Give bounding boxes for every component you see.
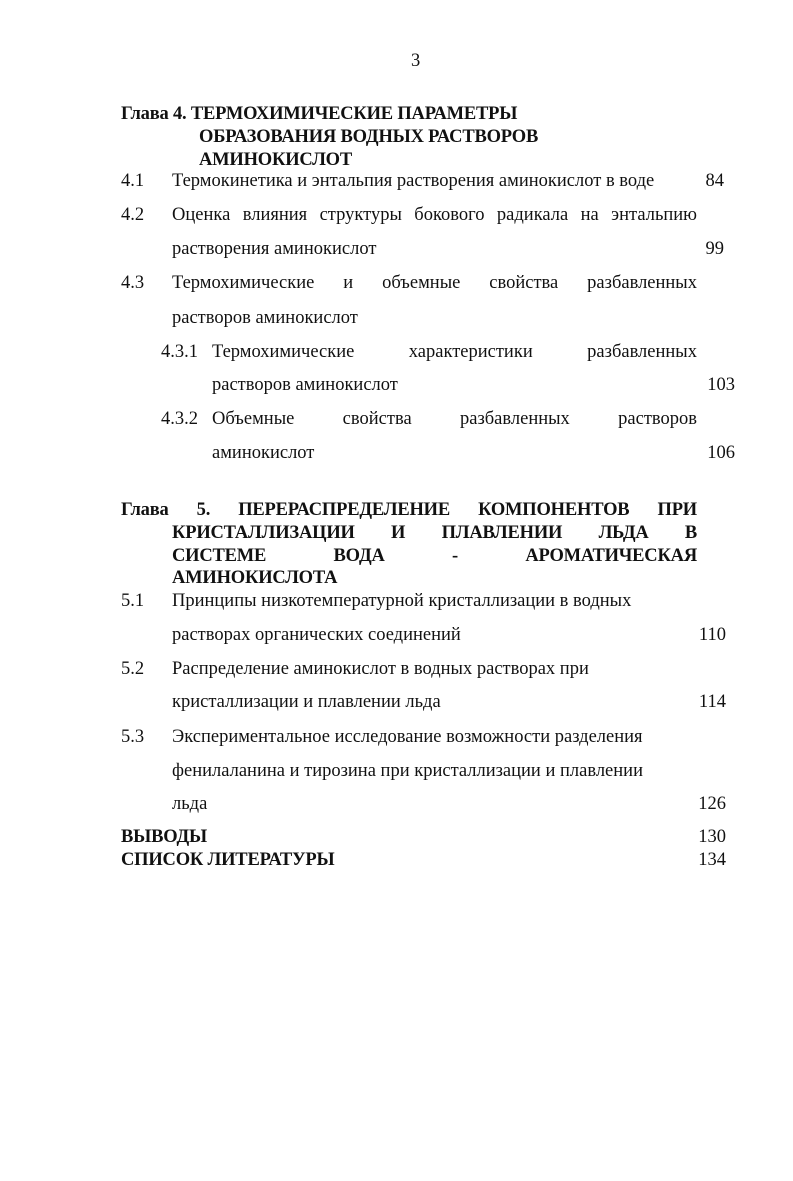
section-4-2-page: 99 [705, 239, 724, 259]
chapter4-heading-line1: Глава 4. ТЕРМОХИМИЧЕСКИЕ ПАРАМЕТРЫ [121, 104, 518, 124]
section-5-3-title-line1: Экспериментальное исследование возможности разделения [172, 727, 643, 747]
section-4-1-page: 84 [705, 171, 724, 191]
section-4-3-number: 4.3 [121, 273, 145, 293]
section-5-3-number: 5.3 [121, 727, 145, 747]
section-5-2-title-line2: кристаллизации и плавлении льда [172, 692, 441, 712]
section-4-3-2-number: 4.3.2 [161, 409, 198, 429]
chapter5-heading-line1: Глава 5. ПЕРЕРАСПРЕДЕЛЕНИЕ КОМПОНЕНТОВ ПРИ [121, 500, 697, 520]
section-4-3-title-line2: растворов аминокислот [172, 308, 358, 328]
section-4-1-title: Термокинетика и энтальпия растворения аминокислот в воде [172, 171, 655, 191]
section-5-1-number: 5.1 [121, 591, 145, 611]
section-4-3-2-title-line1: Объемные свойства разбавленных растворов [212, 409, 697, 429]
references-label: СПИСОК ЛИТЕРАТУРЫ [121, 850, 335, 870]
page-number: 3 [411, 51, 421, 71]
chapter5-heading-line4: АМИНОКИСЛОТА [172, 568, 338, 588]
chapter4-heading-line3: АМИНОКИСЛОТ [199, 150, 353, 170]
section-4-3-2-page: 106 [707, 443, 735, 463]
section-4-3-title-line1: Термохимические и объемные свойства разбавленных [172, 273, 697, 293]
section-5-3-title-line2: фенилаланина и тирозина при кристаллизации и плавлении [172, 761, 643, 781]
section-4-3-1-number: 4.3.1 [161, 342, 198, 362]
section-5-2-number: 5.2 [121, 659, 145, 679]
section-5-1-page: 110 [698, 625, 726, 645]
conclusions-label: ВЫВОДЫ [121, 827, 208, 847]
conclusions-page: 130 [698, 827, 726, 847]
section-5-1-title-line1: Принципы низкотемпературной кристаллизации в водных [172, 591, 632, 611]
section-4-3-2-title-line2: аминокислот [212, 443, 315, 463]
chapter5-heading-line2: КРИСТАЛЛИЗАЦИИ И ПЛАВЛЕНИИ ЛЬДА В [172, 523, 697, 543]
section-4-2-title-line2: растворения аминокислот [172, 239, 377, 259]
section-5-3-page: 126 [698, 794, 726, 814]
section-4-2-number: 4.2 [121, 205, 145, 225]
section-4-3-1-title-line1: Термохимические характеристики разбавленных [212, 342, 697, 362]
section-4-3-1-page: 103 [707, 375, 735, 395]
section-4-3-1-title-line2: растворов аминокислот [212, 375, 398, 395]
section-4-2-title-line1: Оценка влияния структуры бокового радикала на энтальпию [172, 205, 697, 225]
section-4-1-number: 4.1 [121, 171, 145, 191]
section-5-2-page: 114 [698, 692, 726, 712]
references-page: 134 [698, 850, 726, 870]
section-5-2-title-line1: Распределение аминокислот в водных растворах при [172, 659, 589, 679]
section-5-1-title-line2: растворах органических соединений [172, 625, 461, 645]
section-5-3-title-line3: льда [172, 794, 208, 814]
chapter4-heading-line2: ОБРАЗОВАНИЯ ВОДНЫХ РАСТВОРОВ [199, 127, 539, 147]
chapter5-heading-line3: СИСТЕМЕ ВОДА - АРОМАТИЧЕСКАЯ [172, 546, 697, 566]
